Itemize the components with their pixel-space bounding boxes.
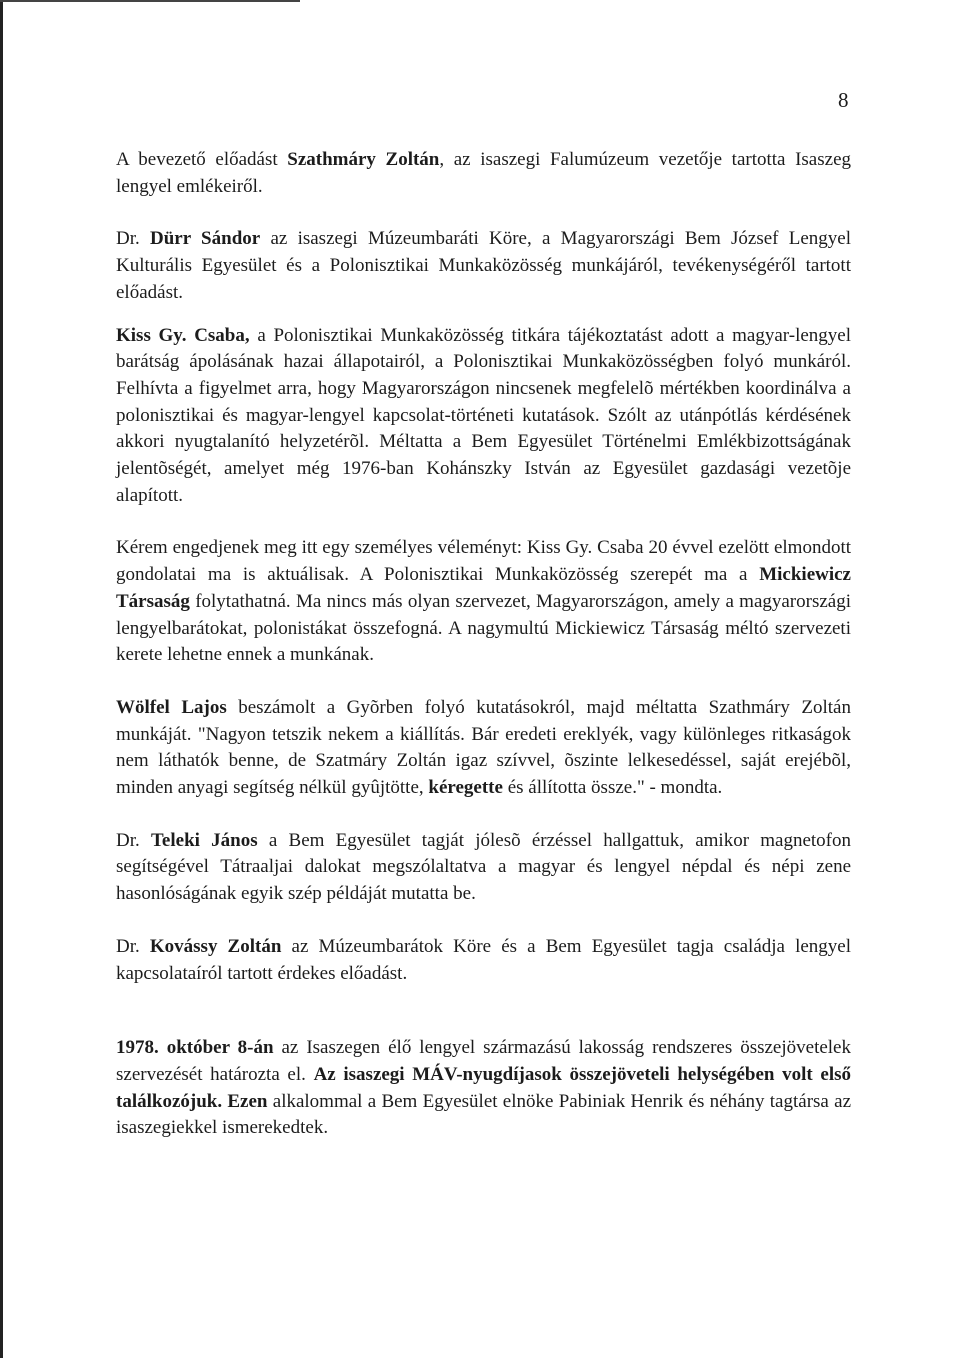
scan-top-edge (0, 0, 300, 2)
bold-text: Teleki János (151, 829, 258, 851)
text-run: és állította össze." - mondta. (502, 777, 723, 799)
page-number: 8 (838, 88, 849, 112)
text-run: a Polonisztikai Munkaközösség titkára tájékoztatást adott a magyar-lengyel barátság ápolásának hazai állapotairól, a Polonisztikai Munkaközösségben folyó munkáról. Felhívta a figyelmet arra, hogy Magyarországon nincsenek megfelelõ mértékben koordinálva a polonisztikai és magyar-lengyel kapcsolat-történeti kutatások. Szólt az utánpótlás kérdésének akkori nyugtalanító helyzetérõl. Méltatta a Bem Egyesület Történelmi Emlékbizottságának jelentõségét, amelyet még 1976-ban Kohánszky István az Egyesület gazdasági vezetõje alapított. (116, 324, 852, 506)
bold-text: Mickiewicz Társaság (116, 564, 851, 612)
text-run: A bevezető előadást (116, 149, 288, 170)
text-run: a Bem Egyesület tagját jólesõ érzéssel hallgattuk, amikor magnetofon segítségével Tátraaljai dalokat megszólaltatva a magyar és lengyel népdal és népi zene hasonlóságának egyik szép példáját mutatta be. (116, 829, 852, 905)
bold-text: kéregette (428, 777, 503, 799)
bold-text: Kovássy Zoltán (149, 935, 282, 957)
paragraph-kiss-csaba (116, 323, 851, 510)
text-run: beszámolt a Gyõrben folyó kutatásokról, majd méltatta Szathmáry Zoltán munkáját. "Nagyon tetszik nekem a kiállítás. Bár eredeti ereklyék, vagy különleges ritkaságok nem láthatók benne, de Szatmáry Zoltán igaz szívvel, õszinte lelkesedéssel, saját erejébõl, minden anyagi segítség nélkül gyûjtötte, (116, 696, 851, 799)
bold-text: 1978. október 8-án (116, 1037, 274, 1059)
paragraph-intro-lecture (116, 147, 851, 200)
bold-text: Az isaszegi MÁV-nyugdíjasok összejöveteli helységében volt első találkozójuk. Ezen (116, 1063, 851, 1112)
paragraph-durr-sandor (116, 226, 851, 306)
bold-text: Szathmáry Zoltán (287, 149, 440, 170)
paragraph-teleki-janos (116, 828, 851, 908)
bold-text: Kiss Gy. Csaba, (116, 324, 250, 346)
text-run: Dr. (116, 829, 151, 851)
paragraph-1978-meeting (116, 1035, 851, 1142)
text-run: az Múzeumbarátok Köre és a Bem Egyesület tagja családja lengyel kapcsolataíról tartott érdekes előadást. (116, 935, 851, 984)
text-run: az Isaszegen élő lengyel származású lakosság rendszeres összejövetelek szervezését határozta el. (116, 1037, 851, 1085)
text-run: Kérem engedjenek meg itt egy személyes véleményt: Kiss Gy. Csaba 20 évvel ezelött elmondott gondolatai ma is aktuálisak. A Polonisztikai Munkaközösség szerepét ma a (116, 537, 851, 586)
paragraph-personal-opinion (116, 535, 851, 669)
text-run: az isaszegi Múzeumbaráti Köre, a Magyarországi Bem József Lengyel Kulturális Egyesület és a Polonisztikai Munkaközösség munkájáról, tevékenységéről tartott előadást. (116, 228, 851, 303)
text-run: folytathatná. Ma nincs más olyan szervezet, Magyarországon, amely a magyarországi lengyelbarátokat, polonistákat összefogná. A nagymultú Mickiewicz Társaság méltó szervezeti kerete lehetne ennek a munkának. (116, 590, 851, 666)
text-run: Dr. (116, 228, 150, 250)
text-run: , az isaszegi Falumúzeum vezetője tartotta Isaszeg lengyel emlékeiről. (116, 149, 851, 197)
bold-text: Dürr Sándor (150, 228, 261, 250)
document-body (116, 147, 851, 1142)
bold-text: Wölfel Lajos (116, 696, 227, 718)
paragraph-wolfel-lajos (116, 695, 851, 802)
text-run: alkalommal a Bem Egyesület elnöke Pabiniak Henrik és néhány tagtársa az isaszegiekkel ismerekedtek. (116, 1090, 852, 1139)
scan-edge (0, 0, 3, 1358)
text-run: Dr. (116, 935, 150, 957)
paragraph-kovassy-zoltan (116, 934, 851, 987)
